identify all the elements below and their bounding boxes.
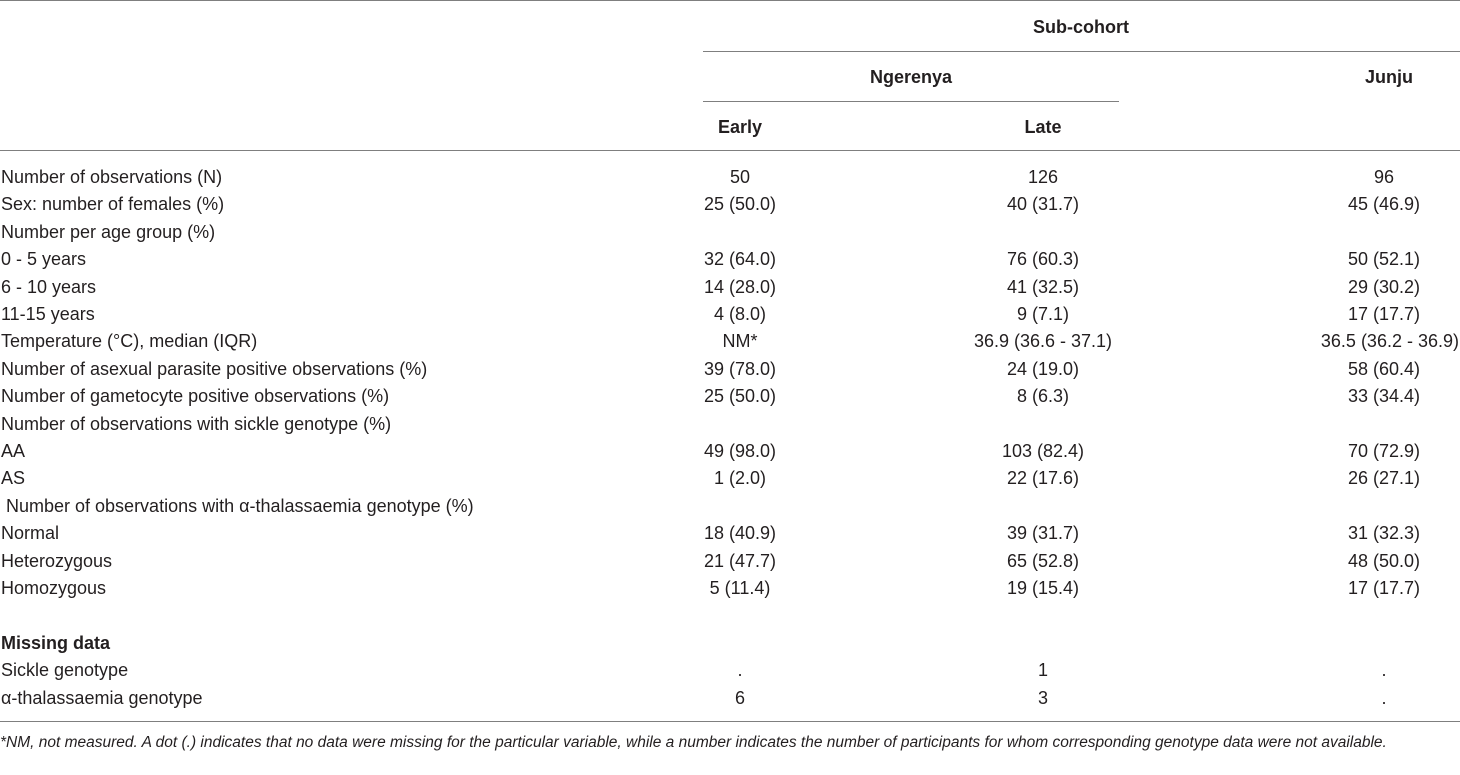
cell-early: 4 (8.0) <box>713 304 767 324</box>
cell-junju: 50 (52.1) <box>1347 249 1421 269</box>
header-early: Early <box>717 117 763 137</box>
cell-junju: 48 (50.0) <box>1347 551 1421 571</box>
table-bottom-rule <box>0 721 1460 722</box>
row-label: Number of asexual parasite positive observations (%) <box>1 359 428 379</box>
cell-junju: . <box>1381 688 1387 708</box>
cell-junju: 58 (60.4) <box>1347 359 1421 379</box>
cell-early: 21 (47.7) <box>703 551 777 571</box>
cell-late: 41 (32.5) <box>1006 277 1080 297</box>
cell-early: 6 <box>734 688 746 708</box>
row-label: AS <box>1 468 26 488</box>
cell-late: 1 <box>1037 660 1049 680</box>
row-label: 6 - 10 years <box>1 277 97 297</box>
header-sub-cohort: Sub-cohort <box>1033 17 1129 37</box>
header-junju: Junju <box>1365 67 1413 87</box>
cell-junju: 17 (17.7) <box>1347 304 1421 324</box>
cell-junju: 33 (34.4) <box>1347 386 1421 406</box>
cell-late: 65 (52.8) <box>1006 551 1080 571</box>
cell-late: 19 (15.4) <box>1006 578 1080 598</box>
cell-late: 9 (7.1) <box>1016 304 1070 324</box>
cell-late: 3 <box>1037 688 1049 708</box>
cell-junju: 96 <box>1373 167 1395 187</box>
cell-early: 49 (98.0) <box>703 441 777 461</box>
missing-data-title: Missing data <box>1 633 111 653</box>
cell-late: 36.9 (36.6 - 37.1) <box>973 331 1113 351</box>
ngerenya-rule <box>703 101 1119 102</box>
cell-early: 25 (50.0) <box>703 194 777 214</box>
table-footnote: *NM, not measured. A dot (.) indicates that no data were missing for the particular variable, while a number indicates the number of participants for whom corresponding genotype data were not available. <box>0 734 1387 751</box>
cell-early: . <box>737 660 743 680</box>
row-label: Number of observations with α-thalassaemia genotype (%) <box>1 496 474 516</box>
cell-late: 39 (31.7) <box>1006 523 1080 543</box>
cell-late: 22 (17.6) <box>1006 468 1080 488</box>
row-label: Number per age group (%) <box>1 222 216 242</box>
cell-early: 25 (50.0) <box>703 386 777 406</box>
cell-junju: 26 (27.1) <box>1347 468 1421 488</box>
row-label: α-thalassaemia genotype <box>1 688 203 708</box>
cell-late: 24 (19.0) <box>1006 359 1080 379</box>
row-label: Number of observations with sickle genotype (%) <box>1 414 392 434</box>
row-label: Sex: number of females (%) <box>1 194 225 214</box>
cell-junju: 36.5 (36.2 - 36.9) <box>1320 331 1459 351</box>
row-label: Heterozygous <box>1 551 113 571</box>
cell-junju: 29 (30.2) <box>1347 277 1421 297</box>
cell-late: 8 (6.3) <box>1016 386 1070 406</box>
cell-early: 1 (2.0) <box>713 468 767 488</box>
row-label: Number of gametocyte positive observations (%) <box>1 386 390 406</box>
row-label: Homozygous <box>1 578 107 598</box>
row-label: Temperature (°C), median (IQR) <box>1 331 258 351</box>
cell-early: 18 (40.9) <box>703 523 777 543</box>
row-label: Number of observations (N) <box>1 167 223 187</box>
header-late: Late <box>1024 117 1062 137</box>
header-ngerenya: Ngerenya <box>869 67 953 87</box>
cell-junju: . <box>1381 660 1387 680</box>
cell-early: 14 (28.0) <box>703 277 777 297</box>
row-label: 11-15 years <box>1 304 95 324</box>
cell-late: 40 (31.7) <box>1006 194 1080 214</box>
top-rule <box>0 0 1460 1</box>
sub-cohort-rule <box>703 51 1460 52</box>
cell-early: 39 (78.0) <box>703 359 777 379</box>
cell-early: 5 (11.4) <box>709 578 771 598</box>
row-label: Normal <box>1 523 60 543</box>
row-label: 0 - 5 years <box>1 249 87 269</box>
cell-early: 50 <box>729 167 751 187</box>
cell-junju: 70 (72.9) <box>1347 441 1421 461</box>
header-bottom-rule <box>0 150 1460 151</box>
cell-late: 103 (82.4) <box>1001 441 1085 461</box>
cell-junju: 45 (46.9) <box>1347 194 1421 214</box>
cell-early: 32 (64.0) <box>703 249 777 269</box>
cell-late: 76 (60.3) <box>1006 249 1080 269</box>
cell-early: NM* <box>722 331 758 351</box>
row-label: AA <box>1 441 26 461</box>
cell-late: 126 <box>1027 167 1059 187</box>
row-label: Sickle genotype <box>1 660 129 680</box>
cell-junju: 17 (17.7) <box>1347 578 1421 598</box>
cell-junju: 31 (32.3) <box>1347 523 1421 543</box>
